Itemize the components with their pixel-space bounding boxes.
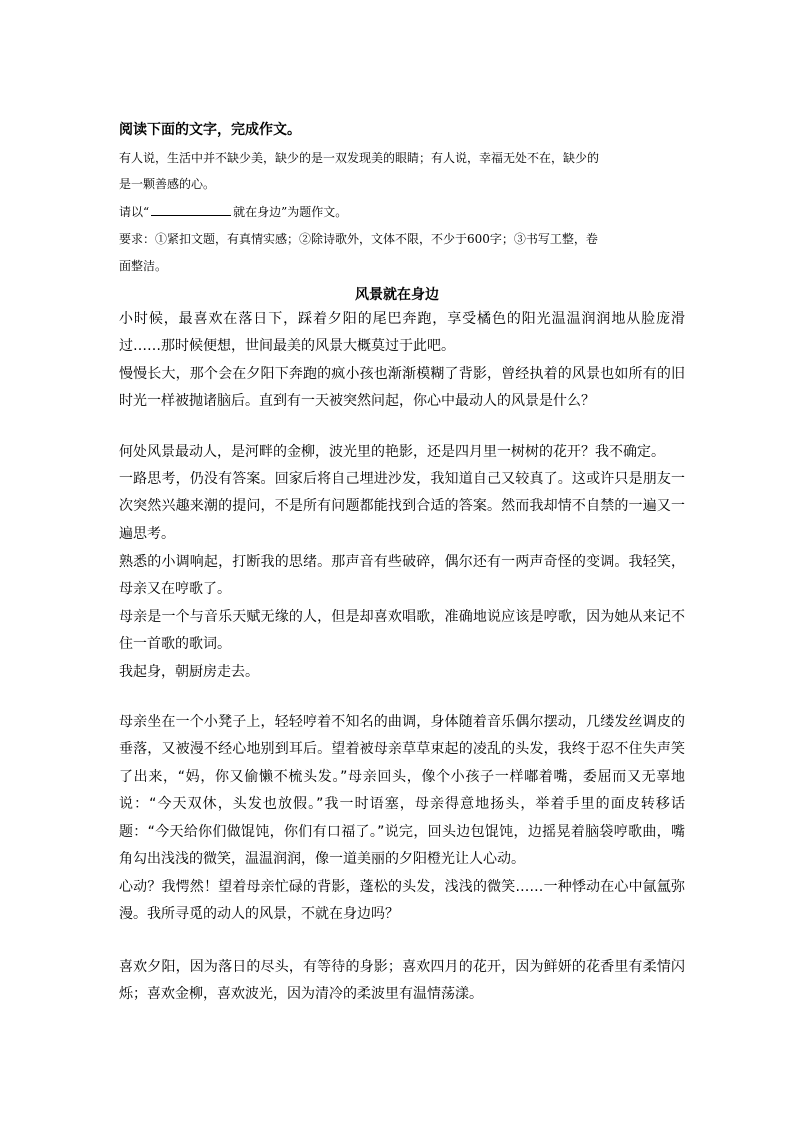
essay-paragraph: 小时候，最喜欢在落日下，踩着夕阳的尾巴奔跑，享受橘色的阳光温温润润地从脸庞滑过……那时候便想，世间最美的风景大概莫过于此吧。 bbox=[119, 311, 685, 355]
quote-line-2: 是一颗善感的心。 bbox=[119, 177, 216, 191]
essay-paragraph: 我起身，朝厨房走去。 bbox=[119, 664, 259, 680]
essay-paragraph: 慢慢长大，那个会在夕阳下奔跑的疯小孩也渐渐模糊了背影，曾经执着的风景也如所有的旧时光一样被抛诸脑后。直到有一天被突然问起，你心中最动人的风景是什么？ bbox=[119, 366, 685, 410]
essay-paragraph: 熟悉的小调响起，打断我的思绪。那声音有些破碎，偶尔还有一两声奇怪的变调。我轻笑，母亲又在哼歌了。 bbox=[119, 554, 685, 598]
instruction-heading: 阅读下面的文字，完成作文。 bbox=[119, 122, 301, 138]
essay-paragraph: 母亲坐在一个小凳子上，轻轻哼着不知名的曲调，身体随着音乐偶尔摆动，几缕发丝调皮的垂落，又被漫不经心地别到耳后。望着被母亲草草束起的凌乱的头发，我终于忍不住失声笑了出来，“妈，你又偷懒不梳头发。”母亲回头，像个小孩子一样嘟着嘴，委屈而又无辜地说：“今天双休，头发也放假。”我一时语塞，母亲得意地扬头，举着手里的面皮转移话题：“今天给你们做馄饨，你们有口福了。”说完，回头边包馄饨，边摇晃着脑袋哼歌曲，嘴角勾出浅浅的微笑，温温润润，像一道美丽的夕阳橙光让人心动。 bbox=[119, 714, 685, 868]
essay-title: 风景就在身边 bbox=[355, 287, 439, 303]
essay-paragraph: 一路思考，仍没有答案。回家后将自己埋进沙发，我知道自己又较真了。这或许只是朋友一次突然兴趣来潮的提问，不是所有问题都能找到合适的答案。然而我却情不自禁的一遍又一遍思考。 bbox=[119, 471, 685, 542]
essay-paragraph: 母亲是一个与音乐天赋无缘的人，但是却喜欢唱歌，准确地说应该是哼歌，因为她从来记不住一首歌的歌词。 bbox=[119, 609, 685, 653]
essay-paragraph: 何处风景最动人，是河畔的金柳，波光里的艳影，还是四月里一树树的花开？我不确定。 bbox=[119, 444, 665, 460]
topic-line bbox=[119, 199, 679, 225]
topic-blank bbox=[151, 203, 231, 216]
requirements-line-1: 要求：①紧扣文题，有真情实感；②除诗歌外，文体不限，不少于600字；③书写工整，卷 bbox=[119, 232, 598, 246]
topic-suffix: 就在身边”为题作文。 bbox=[233, 205, 348, 219]
essay-paragraph: 喜欢夕阳，因为落日的尽头，有等待的身影；喜欢四月的花开，因为鲜妍的花香里有柔情闪烁；喜欢金柳，喜欢波光，因为清冷的柔波里有温情荡漾。 bbox=[119, 959, 685, 1003]
quote-line-1: 有人说，生活中并不缺少美，缺少的是一双发现美的眼睛；有人说，幸福无处不在，缺少的 bbox=[119, 151, 600, 165]
requirements-line-2: 面整洁。 bbox=[119, 259, 168, 273]
essay-paragraph: 心动？我愕然！望着母亲忙碌的背影，蓬松的头发，浅浅的微笑……一种悸动在心中氤氲弥漫。我所寻觅的动人的风景，不就在身边吗？ bbox=[119, 879, 685, 923]
topic-prefix: 请以“ bbox=[119, 205, 150, 219]
